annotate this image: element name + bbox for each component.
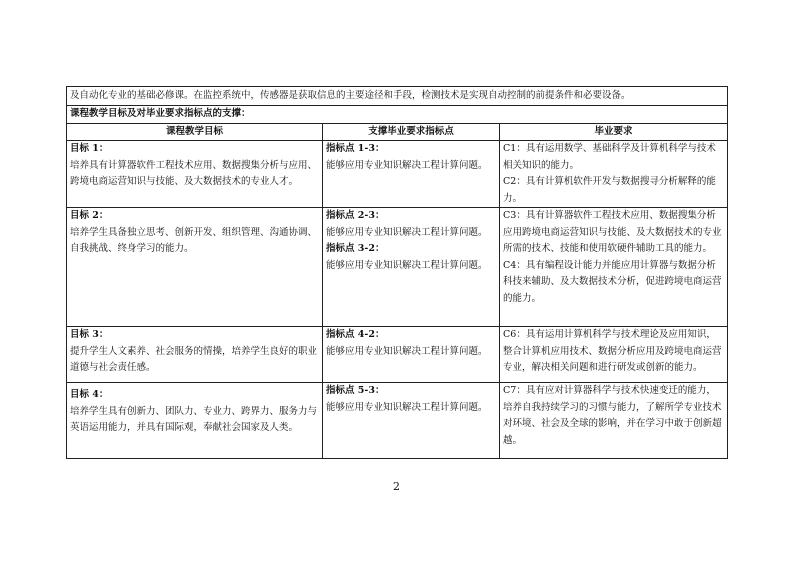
- goal-title: 目标 2：: [70, 210, 109, 221]
- goal-text: 培养具有计算器软件工程技术应用、数据搜集分析与应用、跨境电商运营知识与技能、及大数据技术的专业人才。: [70, 159, 318, 187]
- indicator-cell: [323, 141, 500, 208]
- goal-title: 目标 4：: [70, 389, 109, 400]
- goal-cell: [67, 383, 323, 459]
- requirement-cell: [500, 383, 728, 459]
- indicator-text: 能够应用专业知识解决工程计算问题。: [326, 345, 488, 357]
- requirement-cell: [500, 208, 728, 327]
- requirement-text: C1：具有运用数学、基础科学及计算机科学与技术相关知识的能力。: [503, 143, 716, 171]
- indicator-title: 指标点 1-3：: [326, 143, 385, 154]
- goal-cell: [67, 141, 323, 208]
- header-goals: 课程教学目标: [67, 123, 323, 141]
- header-requirements: 毕业要求: [500, 123, 728, 141]
- requirement-text: C2：具有计算机软件开发与数据搜寻分析解释的能力。: [503, 176, 716, 204]
- indicator-title: 指标点 5-3：: [326, 385, 385, 396]
- indicator-cell: [323, 383, 500, 459]
- indicator-text: 能够应用专业知识解决工程计算问题。: [326, 401, 488, 413]
- section-title-row: [67, 106, 728, 124]
- table-row: [67, 208, 728, 327]
- goal-cell: [67, 327, 323, 383]
- indicator-title: 指标点 3-2：: [326, 243, 385, 254]
- goal-title: 目标 1：: [70, 143, 109, 154]
- indicator-text: 能够应用专业知识解决工程计算问题。: [326, 226, 488, 238]
- header-row: [67, 123, 728, 141]
- requirement-text: C7：具有应对计算器科学与技术快速变迁的能力，培养自我持续学习的习惯与能力，了解所学专业技术对环境、社会及全球的影响，并在学习中敢于创新超越。: [503, 385, 722, 446]
- goal-text: 培养学生具备独立思考、创新开发、组织管理、沟通协调、自我挑战、终身学习的能力。: [70, 226, 318, 254]
- goal-title: 目标 3：: [70, 329, 109, 340]
- page-number: 2: [393, 480, 400, 493]
- indicator-title: 指标点 2-3：: [326, 210, 385, 221]
- indicator-cell: [323, 327, 500, 383]
- requirement-cell: [500, 327, 728, 383]
- requirement-text: C3：具有计算器软件工程技术应用、数据搜集分析应用跨境电商运营知识与技能、及大数据技术的专业所需的技术、技能和使用软硬件辅助工具的能力。: [503, 210, 722, 254]
- indicator-text: 能够应用专业知识解决工程计算问题。: [326, 259, 488, 271]
- intro-text: 及自动化专业的基础必修课。在监控系统中，传感器是获取信息的主要途径和手段，检测技术是实现自动控制的前提条件和必要设备。: [67, 87, 728, 106]
- indicator-cell: [323, 208, 500, 327]
- table-row: [67, 327, 728, 383]
- table-row: [67, 141, 728, 208]
- goal-cell: [67, 208, 323, 327]
- requirement-cell: [500, 141, 728, 208]
- course-objectives-table: [66, 86, 728, 459]
- indicator-title: 指标点 4-2：: [326, 329, 385, 340]
- goal-text: 培养学生具有创新力、团队力、专业力、跨界力、服务力与英语运用能力，并具有国际观，奉献社会国家及人类。: [70, 405, 318, 433]
- table-row: [67, 383, 728, 459]
- intro-row: [67, 87, 728, 106]
- header-indicators: 支撑毕业要求指标点: [323, 123, 500, 141]
- goal-text: 提升学生人文素养、社会服务的情操，培养学生良好的职业道德与社会责任感。: [70, 345, 318, 373]
- requirement-text: C4：具有编程设计能力并能应用计算器与数据分析科技来辅助、及大数据技术分析，促进跨境电商运营的能力。: [503, 259, 722, 304]
- requirement-text: C6：具有运用计算机科学与技术理论及应用知识，整合计算机应用技术、数据分析应用及跨境电商运营专业，解决相关问题和进行研发或创新的能力。: [503, 329, 722, 373]
- indicator-text: 能够应用专业知识解决工程计算问题。: [326, 159, 488, 171]
- section-title: 课程教学目标及对毕业要求指标点的支撑：: [67, 106, 728, 124]
